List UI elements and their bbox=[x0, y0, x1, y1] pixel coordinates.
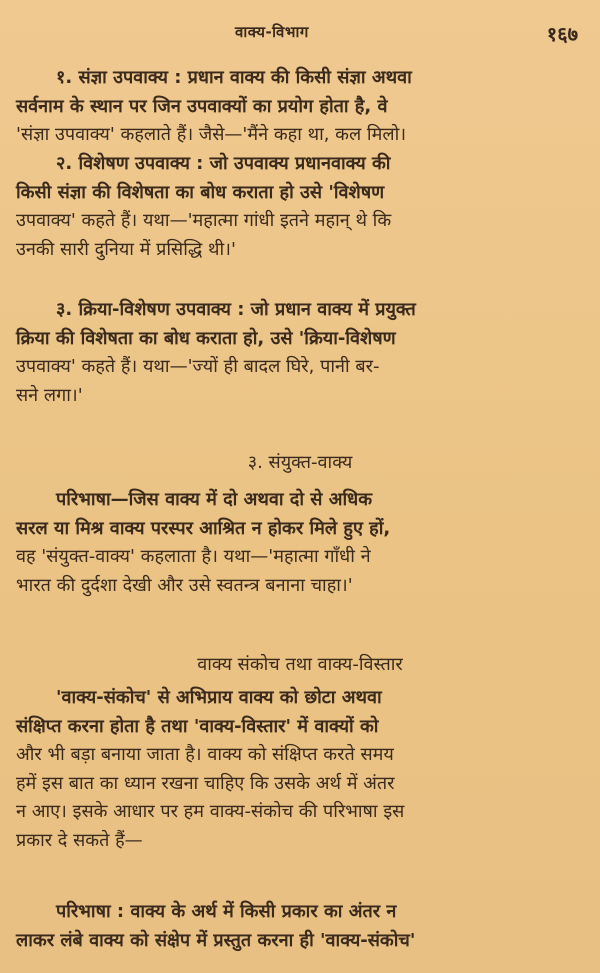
text-line: क्रिया की विशेषता का बोध कराता हो, उसे 'क्रिया-विशेषण bbox=[16, 327, 396, 349]
paragraph-sangya-upvakya bbox=[16, 64, 586, 150]
paragraph-sanyukt-vakya-definition bbox=[16, 486, 586, 600]
page-header bbox=[0, 22, 600, 46]
text-line: उपवाक्य' कहते हैं। यथा—'महात्मा गांधी इतने महान् थे कि bbox=[16, 210, 392, 232]
text-line: 'संज्ञा उपवाक्य' कहलाते हैं। जैसे—'मैंने कहा था, कल मिलो। bbox=[16, 124, 407, 146]
paragraph-kriya-visheshan-upvakya bbox=[16, 296, 586, 410]
paragraph-visheshan-upvakya bbox=[16, 150, 586, 264]
text-line: परिभाषा—जिस वाक्य में दो अथवा दो से अधिक bbox=[56, 489, 373, 510]
text-line: न आए। इसके आधार पर हम वाक्य-संकोच की परिभाषा इस bbox=[16, 801, 405, 823]
section-heading-vakya-sankoch: वाक्य संकोच तथा वाक्य-विस्तार bbox=[197, 654, 403, 675]
text-line: किसी संज्ञा की विशेषता का बोध कराता हो उसे 'विशेषण bbox=[16, 181, 385, 203]
text-line: लाकर लंबे वाक्य को संक्षेप में प्रस्तुत करना ही 'वाक्य-संकोच' bbox=[16, 929, 416, 951]
text-line: 'वाक्य-संकोच' से अभिप्राय वाक्य को छोटा अथवा bbox=[56, 687, 382, 708]
text-line: और भी बड़ा बनाया जाता है। वाक्य को संक्षिप्त करते समय bbox=[16, 744, 394, 766]
page-number: १६७ bbox=[546, 22, 578, 46]
paragraph-vakya-sankoch-definition bbox=[16, 898, 586, 955]
text-line: सने लगा।' bbox=[16, 384, 83, 406]
text-line: हमें इस बात का ध्यान रखना चाहिए कि उसके अर्थ में अंतर bbox=[16, 772, 395, 794]
text-line: उपवाक्य' कहते हैं। यथा—'ज्यों ही बादल घिरे, पानी बर- bbox=[16, 356, 380, 378]
running-head: वाक्य-विभाग bbox=[235, 23, 309, 41]
text-line: संक्षिप्त करना होता है तथा 'वाक्य-विस्तार' में वाक्यों को bbox=[16, 715, 379, 737]
text-line: प्रकार दे सकते हैं— bbox=[16, 829, 143, 851]
text-line: भारत की दुर्दशा देखी और उसे स्वतन्त्र बनाना चाहा।' bbox=[16, 574, 353, 596]
text-line: वह 'संयुक्त-वाक्य' कहलाता है। यथा—'महात्मा गाँधी ने bbox=[16, 546, 371, 568]
text-line: सर्वनाम के स्थान पर जिन उपवाक्यों का प्रयोग होता है, वे bbox=[16, 95, 388, 117]
text-line: सरल या मिश्र वाक्य परस्पर आश्रित न होकर मिले हुए हों, bbox=[16, 517, 391, 539]
text-line: १. संज्ञा उपवाक्य : प्रधान वाक्य की किसी संज्ञा अथवा bbox=[56, 67, 412, 88]
paragraph-vakya-sankoch-intro bbox=[16, 684, 586, 856]
text-line: उनकी सारी दुनिया में प्रसिद्धि थी।' bbox=[16, 238, 236, 260]
text-line: २. विशेषण उपवाक्य : जो उपवाक्य प्रधानवाक्य की bbox=[56, 153, 391, 174]
section-heading-sanyukt-vakya: ३. संयुक्त-वाक्य bbox=[247, 452, 353, 473]
text-line: ३. क्रिया-विशेषण उपवाक्य : जो प्रधान वाक्य में प्रयुक्त bbox=[56, 299, 416, 320]
text-line: परिभाषा : वाक्य के अर्थ में किसी प्रकार का अंतर न bbox=[56, 901, 397, 922]
